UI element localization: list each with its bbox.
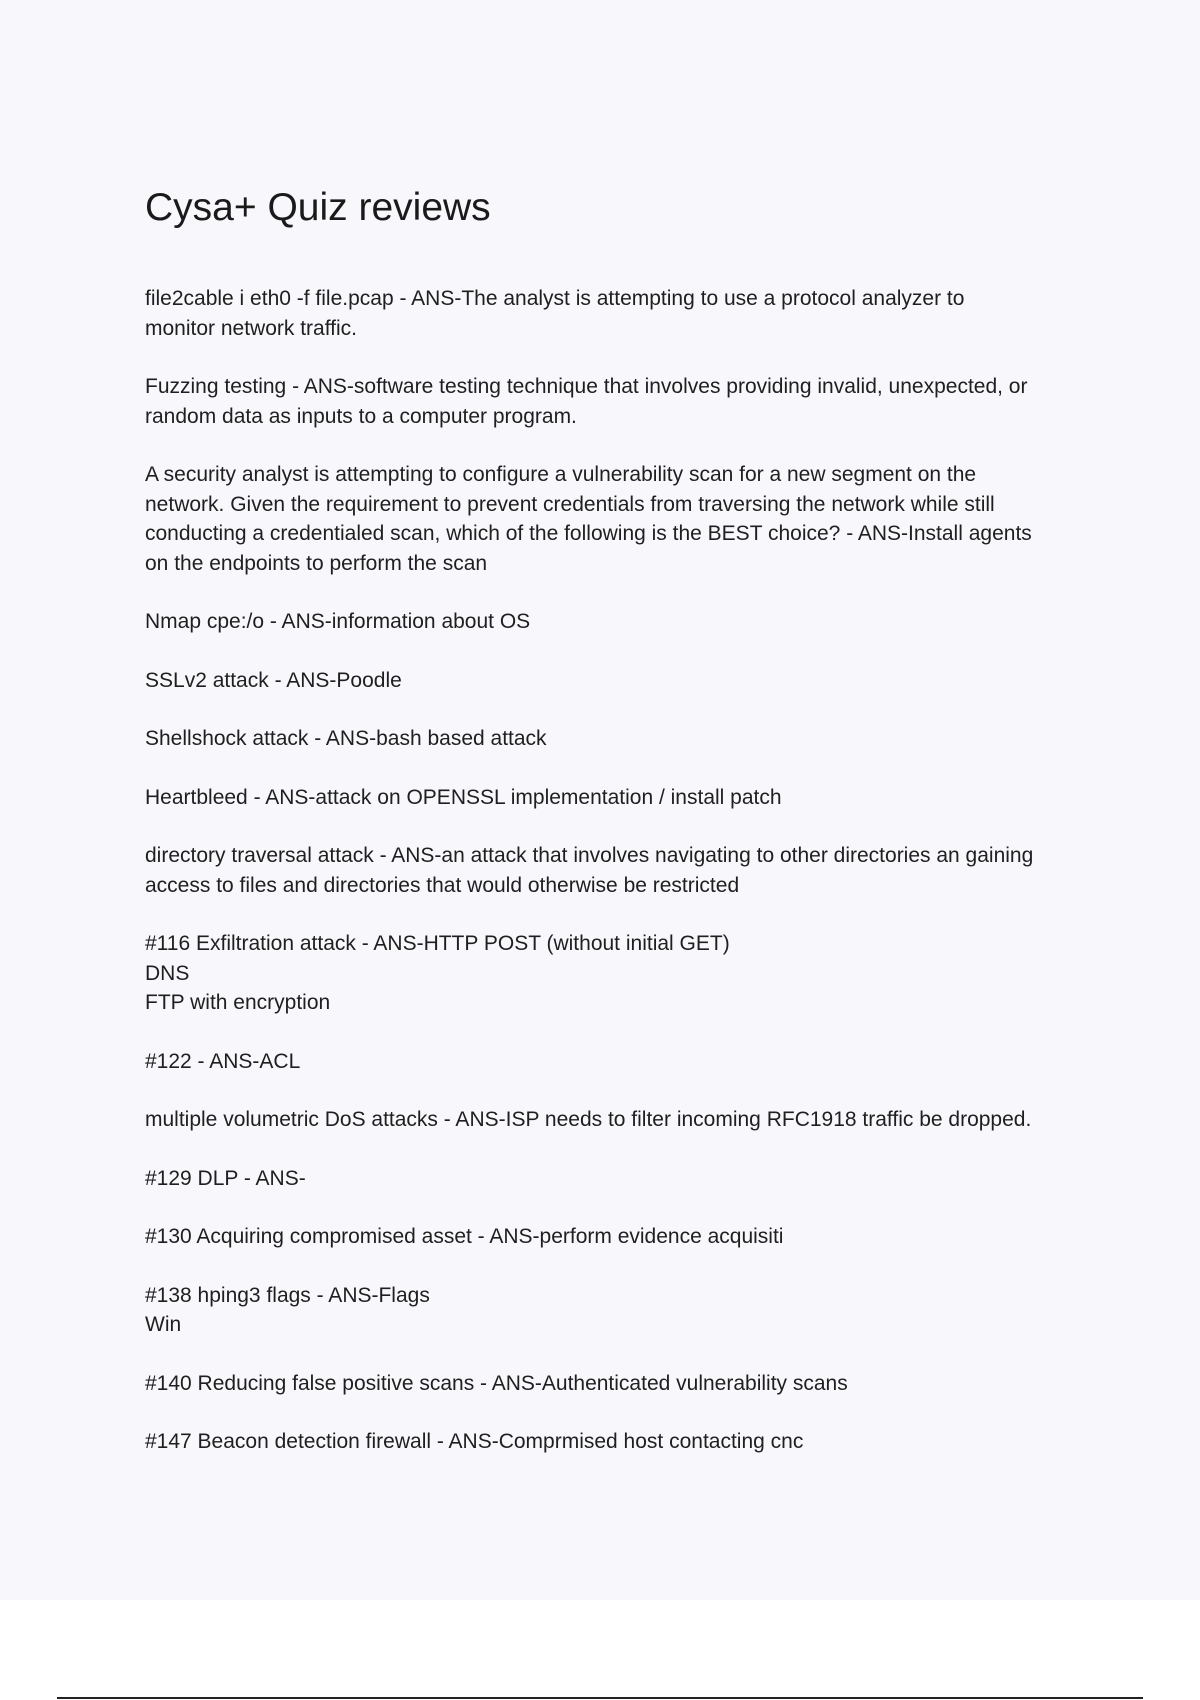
qa-entry: [145, 841, 1095, 900]
footer-divider: [57, 1697, 1143, 1699]
qa-entry: [145, 372, 1095, 431]
qa-entry: [145, 1222, 1095, 1252]
entry-text: random data as inputs to a computer program.: [145, 404, 577, 428]
qa-entry: [145, 460, 1095, 578]
document-content: [145, 180, 1095, 1486]
entry-text: Shellshock attack - ANS-bash based attack: [145, 727, 547, 750]
qa-entry: [145, 1281, 1095, 1340]
entry-text: multiple volumetric DoS attacks - ANS-ISP needs to filter incoming RFC1918 traffic be dropped.: [145, 1108, 1032, 1131]
entry-text: network. Given the requirement to prevent credentials from traversing the network while still: [145, 492, 995, 516]
entry-text: DNS: [145, 961, 190, 985]
entry-text: on the endpoints to perform the scan: [145, 551, 488, 575]
entry-text: Win: [145, 1313, 182, 1336]
entry-text: #147 Beacon detection firewall - ANS-Comprmised host contacting cnc: [145, 1430, 804, 1453]
qa-entry: [145, 1047, 1095, 1077]
entry-text: #130 Acquiring compromised asset - ANS-perform evidence acquisiti: [145, 1225, 784, 1248]
qa-entry: [145, 1164, 1095, 1194]
qa-entry: [145, 666, 1095, 696]
qa-entry: [145, 1105, 1095, 1135]
entry-text: #122 - ANS-ACL: [145, 1049, 301, 1073]
entry-text: file2cable i eth0 -f file.pcap - ANS-The analyst is attempting to use a protocol analyzer to: [145, 287, 965, 310]
qa-entry: [145, 284, 1095, 343]
document-title: Cysa+ Quiz reviews: [145, 186, 491, 229]
entry-text: monitor network traffic.: [145, 316, 358, 340]
entry-text: #140 Reducing false positive scans - ANS-Authenticated vulnerability scans: [145, 1371, 848, 1395]
entry-text: #129 DLP - ANS-: [145, 1166, 306, 1190]
entry-text: SSLv2 attack - ANS-Poodle: [145, 668, 402, 692]
qa-entry: [145, 607, 1095, 637]
qa-entry: [145, 783, 1095, 813]
qa-entry: [145, 724, 1095, 754]
entry-text: #138 hping3 flags - ANS-Flags: [145, 1283, 430, 1307]
qa-entry: [145, 1427, 1095, 1457]
entry-text: #116 Exfiltration attack - ANS-HTTP POST (without initial GET): [145, 932, 730, 955]
entry-text: access to files and directories that would otherwise be restricted: [145, 873, 740, 897]
qa-entry: [145, 1369, 1095, 1399]
entry-text: conducting a credentialed scan, which of the following is the BEST choice? - ANS-Install agents: [145, 522, 1032, 545]
entry-text: Fuzzing testing - ANS-software testing technique that involves providing invalid, unexpected, or: [145, 375, 1028, 398]
entry-text: A security analyst is attempting to configure a vulnerability scan for a new segment on the: [145, 463, 977, 486]
entry-text: Nmap cpe:/o - ANS-information about OS: [145, 610, 531, 633]
entry-text: FTP with encryption: [145, 991, 331, 1014]
entry-text: directory traversal attack - ANS-an attack that involves navigating to other directories an gaining: [145, 844, 1034, 867]
qa-entry: [145, 929, 1095, 1018]
entry-text: Heartbleed - ANS-attack on OPENSSL implementation / install patch: [145, 785, 782, 809]
